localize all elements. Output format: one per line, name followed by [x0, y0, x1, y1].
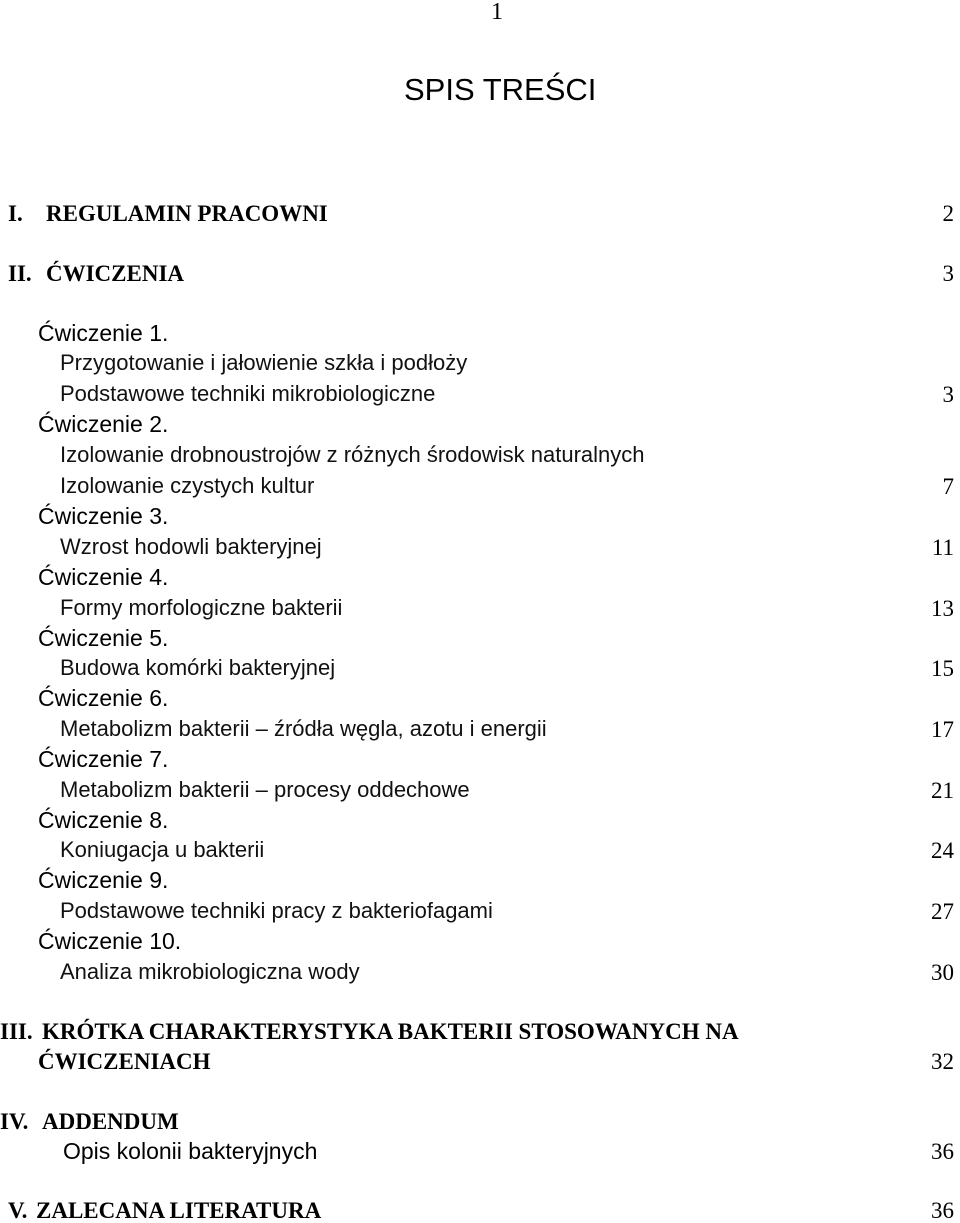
exercise-title-1b: Podstawowe techniki mikrobiologiczne	[60, 381, 436, 406]
exercise-heading-8: Ćwiczenie 8.	[38, 807, 169, 833]
section-label-4: ADDENDUM	[42, 1109, 179, 1134]
section-page-5: 36	[931, 1198, 954, 1223]
exercise-page-1: 3	[942, 382, 954, 407]
section-label-3-line2: ĆWICZENIACH	[38, 1049, 211, 1074]
exercise-heading-3: Ćwiczenie 3.	[38, 503, 169, 529]
section-page-1: 2	[942, 201, 954, 226]
section-label-5: ZALECANA LITERATURA	[36, 1198, 322, 1223]
exercise-heading-7: Ćwiczenie 7.	[38, 746, 169, 772]
exercise-heading-1: Ćwiczenie 1.	[38, 320, 169, 346]
exercise-page-2: 7	[942, 474, 954, 499]
section-number-2: II.	[8, 261, 32, 286]
section-number-4: IV.	[0, 1109, 29, 1134]
section-page-2: 3	[942, 261, 954, 286]
exercise-title-1a: Przygotowanie i jałowienie szkła i podłoży	[60, 350, 468, 375]
section-page-4: 36	[931, 1139, 954, 1164]
exercise-heading-9: Ćwiczenie 9.	[38, 867, 169, 893]
exercise-page-9: 27	[931, 899, 954, 924]
exercise-title-2b: Izolowanie czystych kultur	[60, 473, 315, 498]
exercise-page-4: 13	[931, 596, 954, 621]
exercise-heading-5: Ćwiczenie 5.	[38, 625, 169, 651]
exercise-title-8: Koniugacja u bakterii	[60, 837, 265, 862]
exercise-title-7: Metabolizm bakterii – procesy oddechowe	[60, 777, 470, 802]
exercise-heading-2: Ćwiczenie 2.	[38, 411, 169, 437]
section-number-3: III.	[0, 1019, 33, 1044]
page-title: SPIS TREŚCI	[404, 72, 597, 107]
exercise-page-10: 30	[931, 960, 954, 985]
exercise-heading-4: Ćwiczenie 4.	[38, 564, 169, 590]
section-label-3-line1: KRÓTKA CHARAKTERYSTYKA BAKTERII STOSOWANYCH NA	[42, 1019, 739, 1044]
section-label-1: REGULAMIN PRACOWNI	[46, 201, 328, 226]
exercise-heading-6: Ćwiczenie 6.	[38, 685, 169, 711]
exercise-page-7: 21	[931, 778, 954, 803]
page-number: 1	[491, 0, 503, 25]
exercise-page-6: 17	[931, 717, 954, 742]
exercise-heading-10: Ćwiczenie 10.	[38, 928, 182, 954]
section-page-3: 32	[931, 1049, 954, 1074]
section-sub-4: Opis kolonii bakteryjnych	[63, 1138, 318, 1164]
exercise-title-6: Metabolizm bakterii – źródła węgla, azotu i energii	[60, 716, 547, 741]
exercise-title-5: Budowa komórki bakteryjnej	[60, 655, 336, 680]
exercise-title-9: Podstawowe techniki pracy z bakteriofagami	[60, 898, 493, 923]
exercise-title-4: Formy morfologiczne bakterii	[60, 595, 343, 620]
section-number-1: I.	[8, 201, 23, 226]
exercise-title-3: Wzrost hodowli bakteryjnej	[60, 534, 322, 559]
exercise-title-2a: Izolowanie drobnoustrojów z różnych środowisk naturalnych	[60, 442, 645, 467]
exercise-page-3: 11	[931, 535, 954, 560]
section-label-2: ĆWICZENIA	[46, 261, 185, 286]
exercise-title-10: Analiza mikrobiologiczna wody	[60, 959, 360, 984]
exercise-page-5: 15	[931, 656, 954, 681]
section-number-5: V.	[8, 1198, 28, 1223]
exercise-page-8: 24	[931, 838, 954, 863]
